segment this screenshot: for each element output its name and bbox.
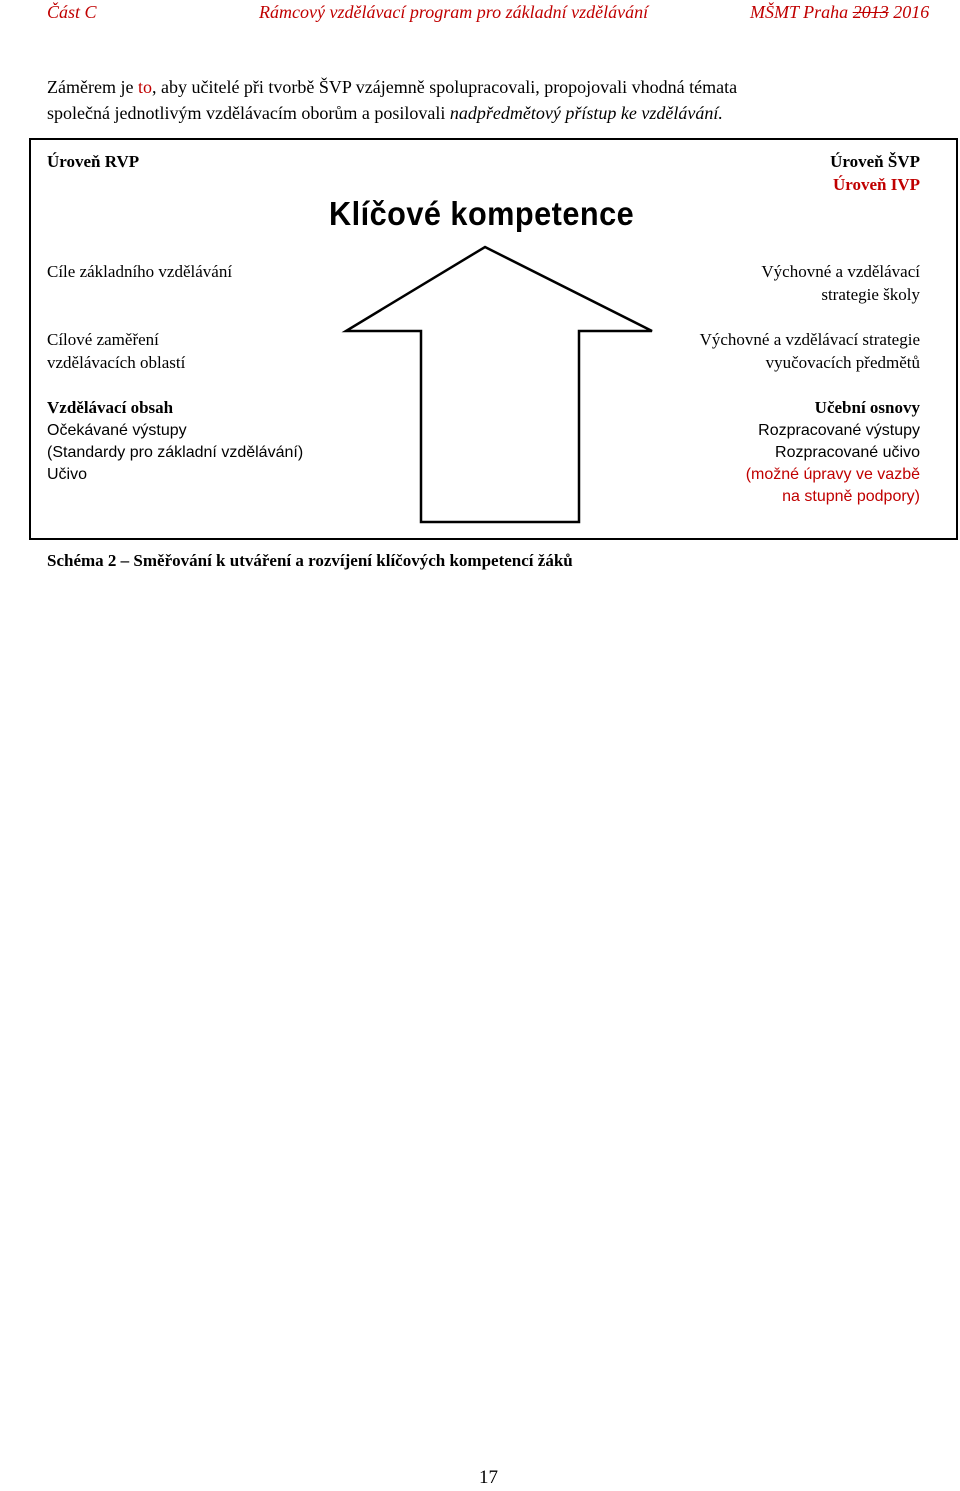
figure-caption: Schéma 2 – Směřování k utváření a rozvíjení klíčových kompetencí žáků: [47, 551, 573, 570]
header-part-label: Část C: [47, 2, 97, 22]
content-item: Očekávané výstupy: [47, 422, 187, 439]
intro-text-b: , aby učitelé při tvorbě ŠVP vzájemně spolupracovali, propojovali vhodná témata: [151, 77, 738, 97]
header-publisher: [750, 2, 929, 23]
intro-line-1: [47, 74, 937, 100]
support-adjustment-line-1: (možné úpravy ve vazbě: [745, 466, 920, 483]
header-struck-year: 2013: [852, 2, 889, 22]
area-focus-line-1: Cílové zaměření: [47, 330, 159, 349]
content-item: Učivo: [47, 466, 88, 483]
content-heading: Vzdělávací obsah: [47, 398, 174, 417]
education-goals: Cíle základního vzdělávání: [47, 262, 233, 281]
intro-line-2: [47, 100, 937, 126]
intro-red-word: to: [137, 77, 152, 97]
intro-text-a: Záměrem je: [47, 77, 138, 97]
content-item: (Standardy pro základní vzdělávání): [47, 444, 304, 461]
intro-text-c: společná jednotlivým vzdělávacím oborům a posilovali: [47, 103, 450, 123]
school-strategies-line-1: Výchovné a vzdělávací: [761, 262, 920, 281]
subject-strategies-line-2: vyučovacích předmětů: [765, 353, 920, 372]
rvp-level-label: Úroveň RVP: [47, 152, 140, 171]
school-strategies-line-2: strategie školy: [821, 285, 920, 304]
page-number: 17: [479, 1467, 498, 1488]
svp-level-label: Úroveň ŠVP: [830, 152, 920, 171]
ivp-level-label: Úroveň IVP: [832, 175, 920, 194]
key-competences-title: Klíčové kompetence: [329, 195, 635, 232]
curricula-item: Rozpracované výstupy: [758, 422, 920, 439]
header-document-title: Rámcový vzdělávací program pro základní vzdělávání: [259, 2, 649, 22]
up-arrow-icon: [340, 245, 670, 525]
subject-strategies-line-1: Výchovné a vzdělávací strategie: [699, 330, 920, 349]
intro-italic-text: nadpředmětový přístup ke vzdělávání.: [449, 103, 723, 123]
support-adjustment-line-2: na stupně podpory): [782, 488, 920, 505]
area-focus-line-2: vzdělávacích oblastí: [47, 353, 186, 372]
curricula-heading: Učební osnovy: [814, 398, 920, 417]
curricula-item: Rozpracované učivo: [775, 444, 920, 461]
header-publisher-prefix: MŠMT Praha: [750, 2, 853, 22]
header-new-year: 2016: [888, 2, 930, 22]
